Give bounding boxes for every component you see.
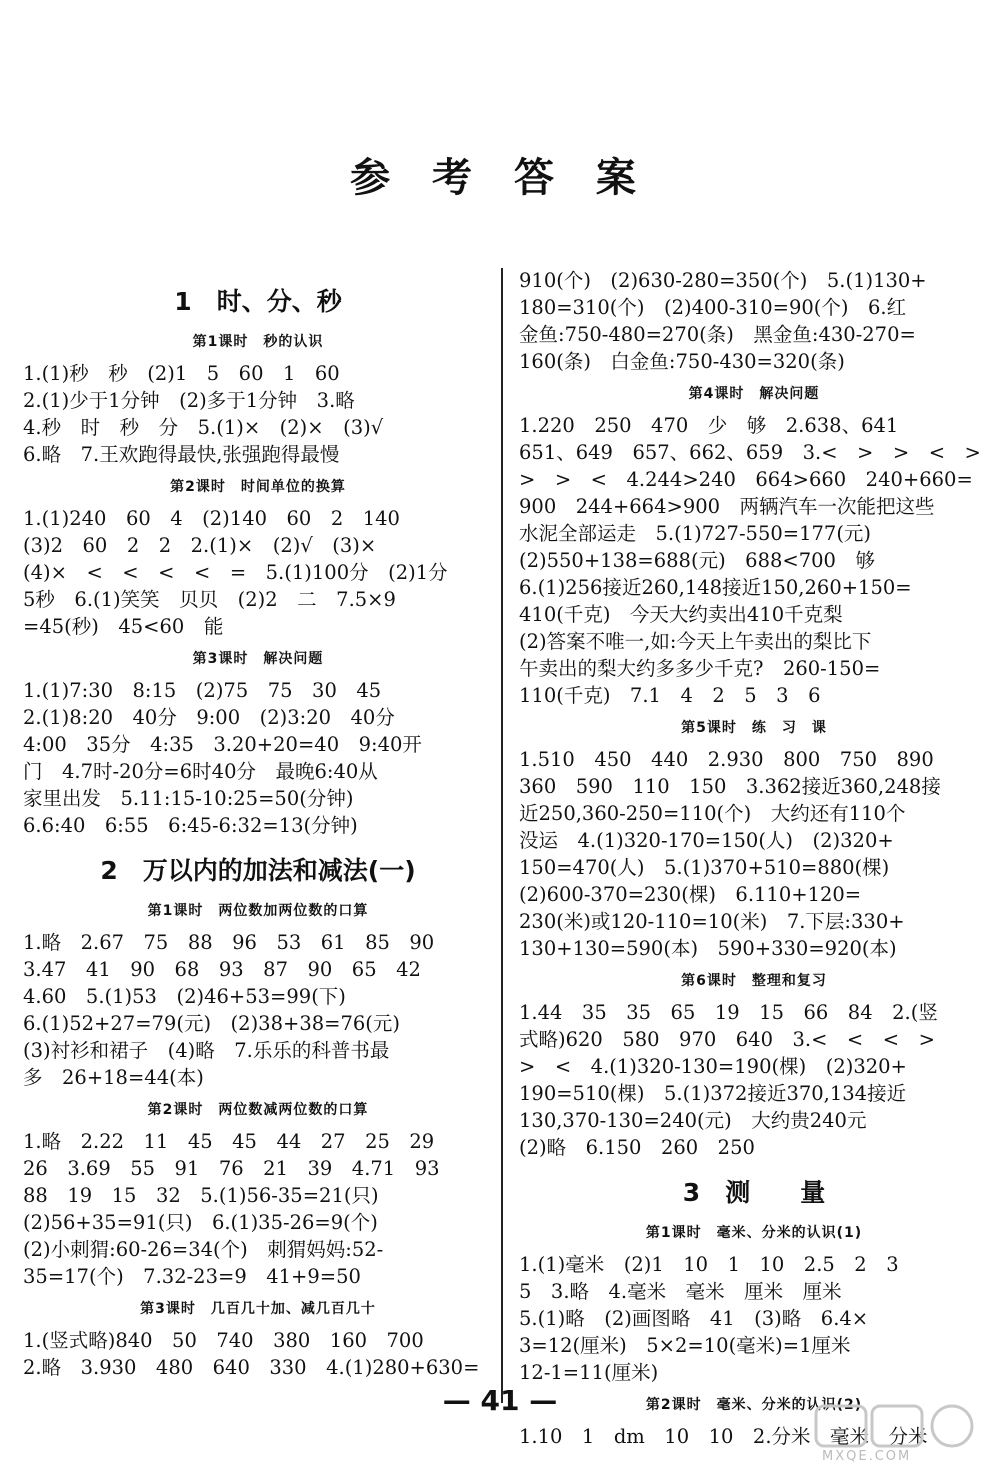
answer-line: 4.秒 时 秒 分 5.(1)× (2)× (3)√ [23,416,384,439]
answer-line: (3)衬衫和裙子 (4)略 7.乐乐的科普书最 [23,1039,390,1062]
lesson-heading: 第2课时 两位数减两位数的口算 [147,1102,369,1118]
lesson-heading: 第5课时 练 习 课 [681,720,827,736]
answer-line: 式略)620 580 970 640 3.< < < > [519,1028,935,1051]
answer-line: 1.略 2.67 75 88 96 53 61 85 90 [23,931,435,954]
answer-line: 1.220 250 470 少 够 2.638、641 [519,414,899,437]
answer-line: (2)550+138=688(元) 688<700 够 [519,549,875,572]
watermark-text: MXQE.COM [822,1449,912,1464]
answer-line: 多 26+18=44(本) [23,1066,204,1089]
answer-line: 12-1=11(厘米) [519,1361,659,1384]
left-column [23,282,493,1381]
answer-line: 4.60 5.(1)53 (2)46+53=99(下) [23,985,346,1008]
answer-line: 1.10 1 dm 10 10 2.分米 毫米 分米 [519,1425,928,1448]
lesson-heading: 第1课时 两位数加两位数的口算 [147,903,369,919]
lesson-heading: 第1课时 毫米、分米的认识(1) [645,1225,863,1241]
lesson-heading: 第1课时 秒的认识 [192,334,324,350]
lesson-heading: 第6课时 整理和复习 [681,973,827,989]
answer-line: 1.(1)7:30 8:15 (2)75 75 30 45 [23,679,382,702]
answer-line: 1.44 35 35 65 19 15 66 84 2.(竖 [519,1001,938,1024]
section-heading: 3 测 量 [682,1178,826,1207]
answer-line: 35=17(个) 7.32-23=9 41+9=50 [23,1265,361,1288]
answer-line: 150=470(人) 5.(1)370+510=880(棵) [519,856,890,879]
answer-line: 6.(1)52+27=79(元) (2)38+38=76(元) [23,1012,401,1035]
answer-line: 近250,360-250=110(个) 大约还有110个 [519,802,906,825]
answer-line: 1.(1)秒 秒 (2)1 5 60 1 60 [23,362,340,385]
answer-line: 2.(1)8:20 40分 9:00 (2)3:20 40分 [23,706,395,729]
answer-line: 651、649 657、662、659 3.< > > < > [519,441,981,464]
answer-line: 1.(1)毫米 (2)1 10 1 10 2.5 2 3 [519,1253,899,1276]
answer-line: 2.(1)少于1分钟 (2)多于1分钟 3.略 [23,389,355,412]
answer-line: 5秒 6.(1)笑笑 贝贝 (2)2 二 7.5×9 [23,588,396,611]
answer-line: 1.(1)240 60 4 (2)140 60 2 140 [23,507,400,530]
answer-line: 900 244+664>900 两辆汽车一次能把这些 [519,495,935,518]
section-heading: 2 万以内的加法和减法(一) [100,856,416,885]
answer-line: 180=310(个) (2)400-310=90(个) 6.红 [519,296,907,319]
answer-line: (3)2 60 2 2 2.(1)× (2)√ (3)× [23,534,377,557]
answer-line: 230(米)或120-110=10(米) 7.下层:330+ [519,910,905,933]
answer-line: (4)× < < < < = 5.(1)100分 (2)1分 [23,561,448,584]
answer-line: 110(千克) 7.1 4 2 5 3 6 [519,684,821,707]
answer-line: > < 4.(1)320-130=190(棵) (2)320+ [519,1055,907,1078]
answer-line: 6.6:40 6:55 6:45-6:32=13(分钟) [23,814,358,837]
answer-line: 1.510 450 440 2.930 800 750 890 [519,748,934,771]
column-divider [501,268,503,1403]
answer-line: 4:00 35分 4:35 3.20+20=40 9:40开 [23,733,422,756]
answer-line: 午卖出的梨大约多多少千克? 260-150= [519,657,881,680]
answer-line: 160(条) 白金鱼:750-430=320(条) [519,350,845,373]
answer-line: 3.47 41 90 68 93 87 90 65 42 [23,958,421,981]
answer-line: 910(个) (2)630-280=350(个) 5.(1)130+ [519,269,927,292]
answer-line: (2)600-370=230(棵) 6.110+120= [519,883,862,906]
answer-line: > > < 4.244>240 664>660 240+660= [519,468,973,491]
lesson-heading: 第2课时 时间单位的换算 [170,479,346,495]
right-column [519,267,989,1450]
section-heading: 1 时、分、秒 [174,287,342,316]
answer-line: 金鱼:750-480=270(条) 黑金鱼:430-270= [519,323,916,346]
answer-line: 家里出发 5.11:15-10:25=50(分钟) [23,787,354,810]
answer-line: 1.(竖式略)840 50 740 380 160 700 [23,1329,424,1352]
lesson-heading: 第4课时 解决问题 [688,386,820,402]
answer-line: 水泥全部运走 5.(1)727-550=177(元) [519,522,872,545]
answer-line: (2)略 6.150 260 250 [519,1136,755,1159]
answer-line: 130,370-130=240(元) 大约贵240元 [519,1109,867,1132]
answer-line: (2)56+35=91(只) 6.(1)35-26=9(个) [23,1211,378,1234]
lesson-heading: 第3课时 几百几十加、减几百几十 [140,1301,376,1317]
answer-line: 130+130=590(本) 590+330=920(本) [519,937,897,960]
answer-line: =45(秒) 45<60 能 [23,615,224,638]
answer-line: 410(千克) 今天大约卖出410千克梨 [519,603,843,626]
answer-line: 5.(1)略 (2)画图略 41 (3)略 6.4× [519,1307,869,1330]
answer-line: 360 590 110 150 3.362接近360,248接 [519,775,941,798]
answer-line: 26 3.69 55 91 76 21 39 4.71 93 [23,1157,440,1180]
answer-line: 1.略 2.22 11 45 45 44 27 25 29 [23,1130,435,1153]
answer-line: 190=510(棵) 5.(1)372接近370,134接近 [519,1082,907,1105]
lesson-heading: 第2课时 毫米、分米的认识(2) [645,1397,863,1413]
answer-line: 6.(1)256接近260,148接近150,260+150= [519,576,912,599]
answer-line: 3=12(厘米) 5×2=10(毫米)=1厘米 [519,1334,851,1357]
lesson-heading: 第3课时 解决问题 [192,651,324,667]
answer-line: 门 4.7时-20分=6时40分 最晚6:40从 [23,760,378,783]
answer-line: 2.略 3.930 480 640 330 4.(1)280+630= [23,1356,480,1379]
answer-line: 6.略 7.王欢跑得最快,张强跑得最慢 [23,443,340,466]
page-number: — 41 — [442,1384,558,1417]
answer-line: (2)答案不唯一,如:今天上午卖出的梨比下 [519,630,872,653]
answer-line: 88 19 15 32 5.(1)56-35=21(只) [23,1184,379,1207]
page-title: 参 考 答 案 [350,155,650,201]
answer-line: (2)小刺猬:60-26=34(个) 刺猬妈妈:52- [23,1238,384,1261]
answer-line: 5 3.略 4.毫米 毫米 厘米 厘米 [519,1280,842,1303]
answer-line: 没运 4.(1)320-170=150(人) (2)320+ [519,829,894,852]
